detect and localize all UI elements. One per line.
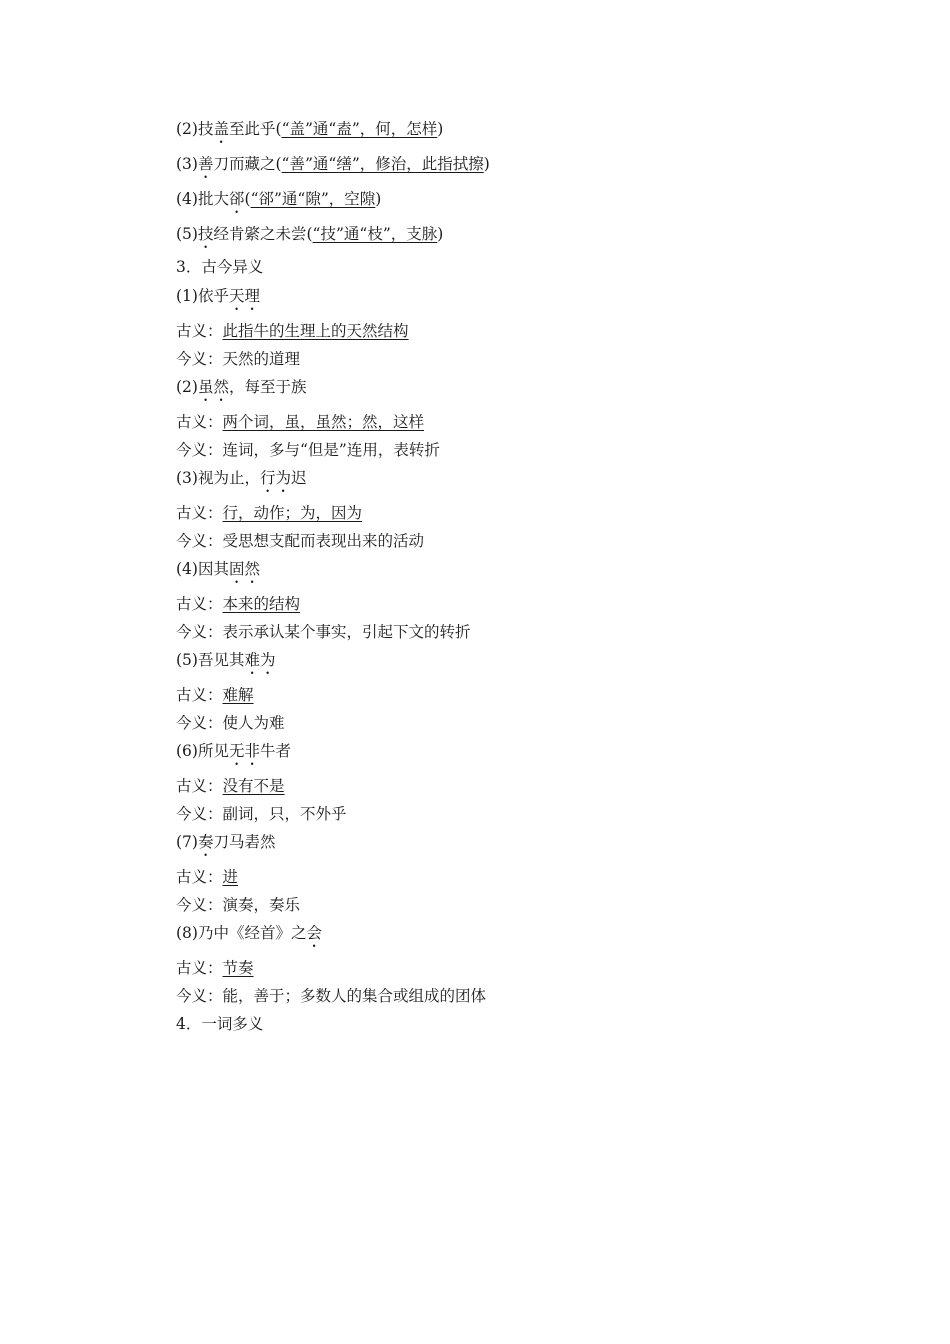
emphasized-char: 盖: [213, 120, 229, 138]
gujin-modern: 今义：连词，多与“但是”连用，表转折: [176, 441, 440, 459]
paren-close: ): [437, 120, 444, 138]
gujin-entry: [176, 558, 856, 649]
tongjia-item: [176, 118, 856, 153]
answer-note: “郤”通“隙”，空隙: [250, 190, 376, 208]
ancient-meaning: 进: [222, 868, 239, 886]
gujin-entry: [176, 922, 856, 1013]
tongjia-item: [176, 188, 856, 223]
phrase-text: 经肯綮之未尝(: [213, 225, 313, 243]
gujin-ancient: 古义：本来的结构: [176, 595, 301, 613]
gujin-modern: 今义：使人为难: [176, 714, 285, 732]
emphasized-char: 善: [197, 155, 214, 173]
gujin-head: (2)虽然，每至于族: [176, 378, 307, 396]
item-number: (5): [176, 225, 198, 243]
gujin-entry: [176, 285, 856, 376]
section-heading: 4．一词多义: [176, 1015, 264, 1033]
gujin-ancient: 古义：此指牛的生理上的天然结构: [176, 322, 409, 340]
answer-note: “善”通“缮”，修治，此指拭擦: [281, 155, 484, 173]
emphasized-char: 郤: [228, 190, 245, 208]
gujin-modern: 今义：副词，只，不外乎: [176, 805, 347, 823]
section-heading: 3．古今异义: [176, 258, 264, 276]
tongjia-item: [176, 153, 856, 188]
ancient-meaning: 两个词，虽，虽然；然，这样: [222, 413, 425, 431]
gujin-entry: [176, 740, 856, 831]
gujin-ancient: 古义：进: [176, 868, 239, 886]
gujin-ancient: 古义：行，动作；为，因为: [176, 504, 363, 522]
gujin-entry: [176, 467, 856, 558]
gujin-modern: 今义：能，善于；多数人的集合或组成的团体: [176, 987, 487, 1005]
gujin-head: (8)乃中《经首》之会: [176, 924, 322, 942]
paren-close: ): [375, 190, 382, 208]
gujin-modern: 今义：表示承认某个事实，引起下文的转折: [176, 623, 471, 641]
gujin-head: (5)吾见其难为: [176, 651, 276, 669]
ancient-meaning: 行，动作；为，因为: [222, 504, 363, 522]
answer-note: “盖”通“盍”，何，怎样: [281, 120, 438, 138]
paren-close: ): [437, 225, 444, 243]
answer-note: “技”通“枝”，支脉: [312, 225, 438, 243]
tongjia-item: [176, 223, 856, 256]
ancient-meaning: 节奏: [222, 959, 254, 977]
gujin-entry: [176, 376, 856, 467]
gujin-head: (6)所见无非牛者: [176, 742, 292, 760]
gujin-modern: 今义：演奏，奏乐: [176, 896, 301, 914]
gujin-ancient: 古义：两个词，虽，虽然；然，这样: [176, 413, 425, 431]
gujin-head: (4)因其固然: [176, 560, 260, 578]
gujin-modern: 今义：天然的道理: [176, 350, 301, 368]
gujin-head: (7)奏刀马砉然: [176, 833, 276, 851]
ancient-meaning: 没有不是: [222, 777, 285, 795]
paren-close: ): [483, 155, 490, 173]
phrase-text: 批大: [197, 190, 229, 208]
gujin-entry: [176, 831, 856, 922]
emphasized-char: 技: [197, 225, 214, 243]
item-number: (4): [176, 190, 198, 208]
item-number: (3): [176, 155, 198, 173]
gujin-head: (3)视为止，行为迟: [176, 469, 307, 487]
phrase-text: 刀而藏之(: [213, 155, 282, 173]
gujin-head: (1)依乎天理: [176, 287, 260, 305]
document-page: [176, 118, 856, 1041]
gujin-ancient: 古义：节奏: [176, 959, 254, 977]
gujin-entry: [176, 649, 856, 740]
phrase-text: (: [244, 190, 251, 208]
ancient-meaning: 本来的结构: [222, 595, 301, 613]
phrase-text: 技: [197, 120, 214, 138]
ancient-meaning: 难解: [222, 686, 254, 704]
ancient-meaning: 此指牛的生理上的天然结构: [222, 322, 409, 340]
gujin-ancient: 古义：没有不是: [176, 777, 285, 795]
item-number: (2): [176, 120, 198, 138]
phrase-text: 至此乎(: [229, 120, 282, 138]
gujin-ancient: 古义：难解: [176, 686, 254, 704]
gujin-modern: 今义：受思想支配而表现出来的活动: [176, 532, 425, 550]
